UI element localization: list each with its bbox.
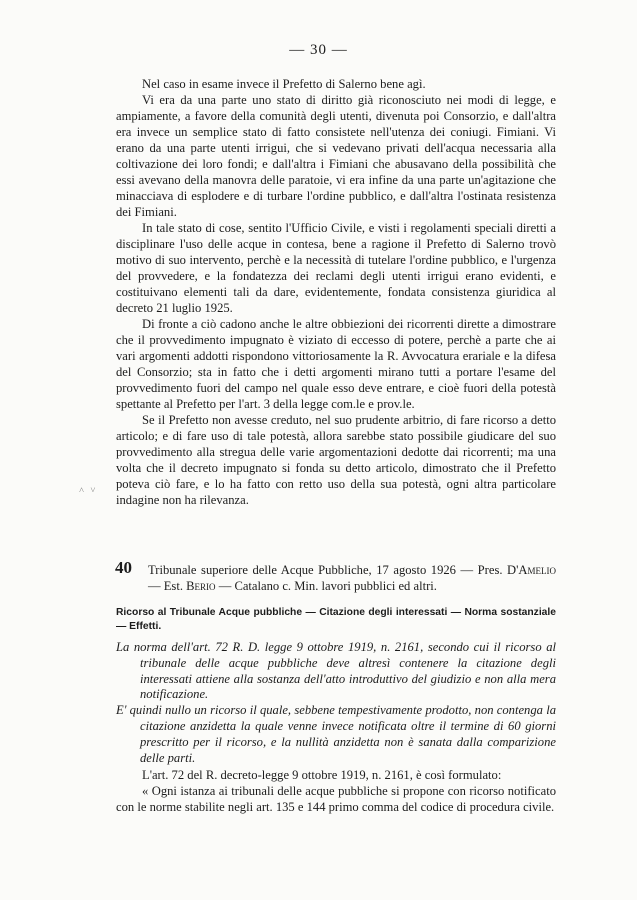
closing-paragraph: « Ogni istanza ai tribunali delle acque pubbliche si propone con ricorso notificato con le norme stabilite negli art. 135 e 144 primo comma del codice di procedura civile. bbox=[116, 784, 556, 814]
case-extensor: Berio bbox=[186, 579, 216, 593]
section-heading: Ricorso al Tribunale Acque pubbliche — Citazione degli interessati — Norma sostanziale — Effetti. bbox=[116, 607, 556, 632]
case-text bbox=[115, 558, 556, 594]
case-president: D'Amelio bbox=[507, 563, 556, 577]
page-number: — 30 — bbox=[289, 42, 348, 58]
body-paragraph: Di fronte a ciò cadono anche le altre obbiezioni dei ricorrenti dirette a dimostrare che il provvedimento impugnato è viziato di eccesso di potere, perchè a parte che ai vari argomenti addotti rispondono vittoriosamente la R. Avvocatura erariale e la difesa del Consorzio; sta in fatto che i detti argomenti mirano tutti a portare l'esame del provvedimento fuori del campo nel quale esso deve entrare, e cioè fuori della potestà spettante al Prefetto per l'art. 3 della legge com.le e prov.le. bbox=[116, 317, 556, 411]
body-paragraph: Nel caso in esame invece il Prefetto di Salerno bene agì. bbox=[142, 77, 426, 91]
body-paragraph: Vi era da una parte uno stato di diritto già riconosciuto nei modi di legge, e ampiamente, a favore della comunità degli utenti, divenuta poi Consorzio, e dall'altra era invece un semplice stato di fatto consistete nell'utenza dei coniugi. Fimiani. Vi erano da una parte utenti irrigui, che si vedevano privati dell'acqua necessaria alla coltivazione dei loro fondi; e dall'altra i Fimiani che abusavano della possibilità che essi avevano della manovra delle paratoie, vi era infine da una parte un'agitazione che minacciava di esplodere e di turbare l'ordine pubblico, e dall'altra l'ostinata resistenza dei Fimiani. bbox=[116, 93, 556, 219]
closing-text bbox=[116, 767, 556, 815]
body-paragraph: In tale stato di cose, sentito l'Ufficio Civile, e visti i regolamenti speciali diretti a disciplinare l'uso delle acque in contesa, bene a ragione il Prefetto di Salerno trovò motivo di suo intervento, perchè e la necessità di tutelare l'ordine pubblico, e l'urgenza del provvedere, e la fondatezza dei reclami degli utenti irrigui erano evidenti, e costituivano elementi tali da dare, evidentemente, fondata consistenza giuridica al decreto 21 luglio 1925. bbox=[116, 221, 556, 315]
maxims bbox=[116, 640, 556, 766]
body-paragraph: Se il Prefetto non avesse creduto, nel suo prudente arbitrio, di fare ricorso a detto articolo; e di fare uso di tale potestà, allora sarebbe stato possibile giudicare del suo provvedimento alla stregua delle varie argomentazioni dedotte dai ricorrenti; ma una volta che il decreto impugnato si fonda su detto articolo, dimostrato che il Prefetto poteva ciò fare, e lo ha fatto con retto uso della sua potestà, ogni altra particolare indagine non ha rilevanza. bbox=[116, 413, 556, 507]
closing-paragraph: L'art. 72 del R. decreto-legge 9 ottobre 1919, n. 2161, è così formulato: bbox=[142, 768, 502, 782]
case-number: 40 bbox=[115, 558, 132, 577]
case-text-middle: — Est. bbox=[148, 579, 187, 593]
case-citation bbox=[115, 558, 556, 594]
maxim: La norma dell'art. 72 R. D. legge 9 ottobre 1919, n. 2161, secondo cui il ricorso al tribunale delle acque pubbliche deve altresì contenere la citazione degli interessati attiene alla sostanza dell'atto introduttivo del giudizio e non alla mera notificazione. bbox=[116, 640, 556, 702]
case-text-after: — Catalano c. Min. lavori pubblici ed altri. bbox=[215, 579, 437, 593]
margin-mark: ˄ ˅ bbox=[79, 485, 98, 495]
maxim: E' quindi nullo un ricorso il quale, sebbene tempestivamente prodotto, non contenga la citazione anzidetta la quale venne invece notificata oltre il termine di 60 giorni prescritto per il ricorso, e la nullità anzidetta non è sanata dalla comparizione delle parti. bbox=[116, 703, 556, 765]
case-text-before: Tribunale superiore delle Acque Pubbliche, 17 agosto 1926 — Pres. bbox=[148, 563, 508, 577]
body-text bbox=[116, 76, 556, 508]
